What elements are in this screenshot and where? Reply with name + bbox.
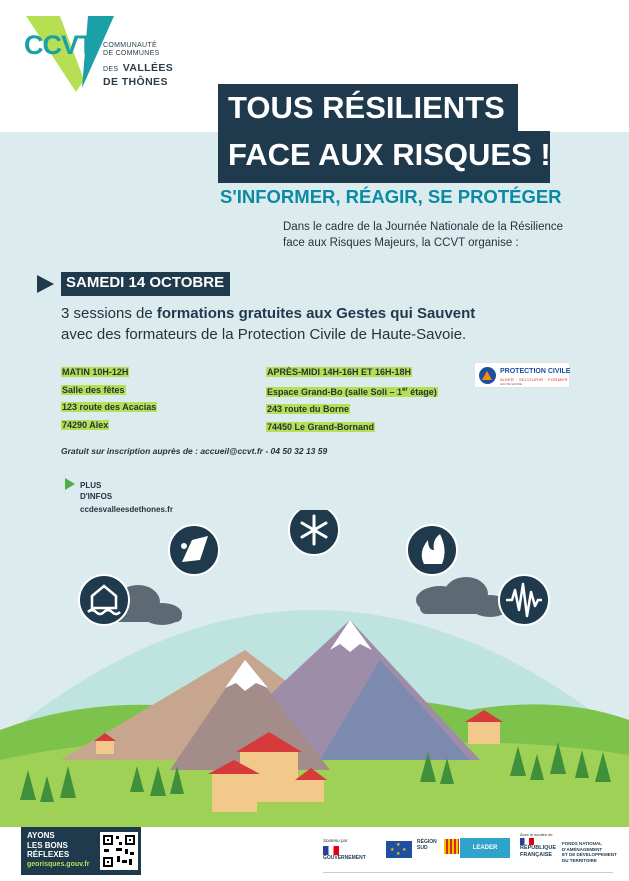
- protection-civile-triangle-icon: [482, 371, 492, 380]
- leader-logo: LEADER: [460, 838, 510, 858]
- georisques-block: [21, 827, 141, 875]
- afternoon-venue-prefix: Espace Grand-Bo (salle Soli – 1: [267, 386, 403, 397]
- logo-line1: COMMUNAUTÉ: [103, 42, 157, 49]
- morning-session: [61, 364, 157, 434]
- flood-icon: [79, 575, 129, 625]
- rf-support-label: Avec le soutien de: [520, 832, 553, 837]
- reflex-line1: AYONS: [27, 831, 55, 840]
- registration-info: Gratuit sur inscription auprès de : accueil@ccvt.fr - 04 50 32 13 59: [61, 446, 328, 456]
- logo-text: [103, 42, 173, 88]
- earthquake-icon: [499, 575, 549, 625]
- rf-line1: RÉPUBLIQUE: [520, 845, 557, 851]
- footer-divider: [323, 872, 613, 873]
- morning-venue: Salle des fêtes: [62, 384, 125, 395]
- qr-code-icon[interactable]: [100, 832, 138, 870]
- fonds-line4: DU TERRITOIRE: [562, 857, 597, 863]
- more-info-line1: PLUS: [80, 481, 102, 490]
- afternoon-street: 243 route du Borne: [267, 404, 350, 414]
- sessions-prefix: 3 sessions de: [61, 305, 157, 322]
- logo-line4: DE THÔNES: [103, 76, 168, 88]
- wildfire-icon: [407, 525, 457, 575]
- rf-flag-icon: [520, 838, 534, 845]
- rf-line2: FRANÇAISE: [520, 851, 553, 858]
- morning-time: MATIN 10H-12H: [62, 367, 129, 377]
- fonds-line1: FONDS NATIONAL: [562, 841, 602, 846]
- fonds-line2: D'AMÉNAGEMENT: [562, 846, 603, 852]
- more-info-label: [80, 480, 112, 502]
- afternoon-venue: [266, 387, 438, 397]
- intro-line2: face aux Risques Majeurs, la CCVT organise :: [283, 237, 519, 249]
- region-flag-icon: [444, 839, 459, 854]
- fnadt-label: [562, 841, 622, 863]
- landscape-illustration: [0, 510, 629, 827]
- region-sud-logo: [417, 839, 445, 851]
- protection-civile-name: PROTECTION CIVILE: [500, 368, 571, 375]
- georisques-link[interactable]: georisques.gouv.fr: [27, 861, 90, 868]
- afternoon-venue-sup: er: [402, 386, 408, 393]
- logo-brand: CCVT: [24, 30, 94, 60]
- logo-line3-main: VALLÉES: [122, 62, 174, 74]
- support-label: Soutenu par: [323, 838, 348, 843]
- republique-francaise-label: [520, 845, 556, 858]
- date-arrow-icon: [37, 275, 54, 293]
- intro-text: [283, 219, 613, 251]
- morning-city: 74290 Alex: [62, 419, 109, 430]
- reflex-text: [27, 831, 69, 860]
- cold-wave-icon: [289, 510, 339, 555]
- sessions-line2: avec des formateurs de la Protection Civile de Haute-Savoie.: [61, 326, 467, 343]
- protection-civile-tagline: AIDER · SECOURIR · FORMER: [500, 377, 568, 382]
- afternoon-time: APRÈS-MIDI 14H-16H ET 16H-18H: [267, 367, 412, 377]
- more-info-arrow-icon: [65, 478, 75, 490]
- event-date: SAMEDI 14 OCTOBRE: [61, 272, 230, 296]
- subtitle: S'INFORMER, RÉAGIR, SE PROTÉGER: [220, 186, 562, 207]
- region-line2: SUD: [417, 845, 428, 851]
- afternoon-venue-suffix: étage): [407, 386, 437, 397]
- reflex-line2: LES BONS: [27, 840, 68, 850]
- marianne-flag-icon: [323, 846, 339, 855]
- afternoon-session: [266, 364, 438, 436]
- intro-line1: Dans le cadre de la Journée Nationale de la Résilience: [283, 221, 564, 233]
- eu-flag-icon: ★ ★ ★ ★: [386, 841, 412, 858]
- logo-line3-prefix: DES: [103, 66, 119, 73]
- protection-civile-logo: [474, 362, 570, 388]
- afternoon-city: 74450 Le Grand-Bornand: [267, 421, 375, 432]
- more-info-line2: D'INFOS: [80, 492, 113, 501]
- landslide-icon: [169, 525, 219, 575]
- region-line1: RÉGION: [417, 839, 437, 845]
- more-info-link[interactable]: ccdesvalleesdethones.fr: [80, 505, 173, 514]
- title-line2: FACE AUX RISQUES !: [218, 131, 550, 183]
- gouvernement-label: GOUVERNEMENT: [323, 855, 366, 861]
- reflex-line3: RÉFLEXES: [27, 850, 70, 859]
- sessions-text: [61, 303, 581, 345]
- fonds-line3: ET DE DÉVELOPPEMENT: [562, 852, 617, 857]
- protection-civile-region: HAUTE-SAVOIE: [500, 382, 523, 386]
- morning-street: 123 route des Acacias: [62, 402, 157, 412]
- sessions-bold: formations gratuites aux Gestes qui Sauvent: [156, 305, 476, 322]
- logo-line2: DE COMMUNES: [103, 50, 160, 57]
- cloud-right: [416, 577, 510, 617]
- title-line1: TOUS RÉSILIENTS: [218, 84, 518, 135]
